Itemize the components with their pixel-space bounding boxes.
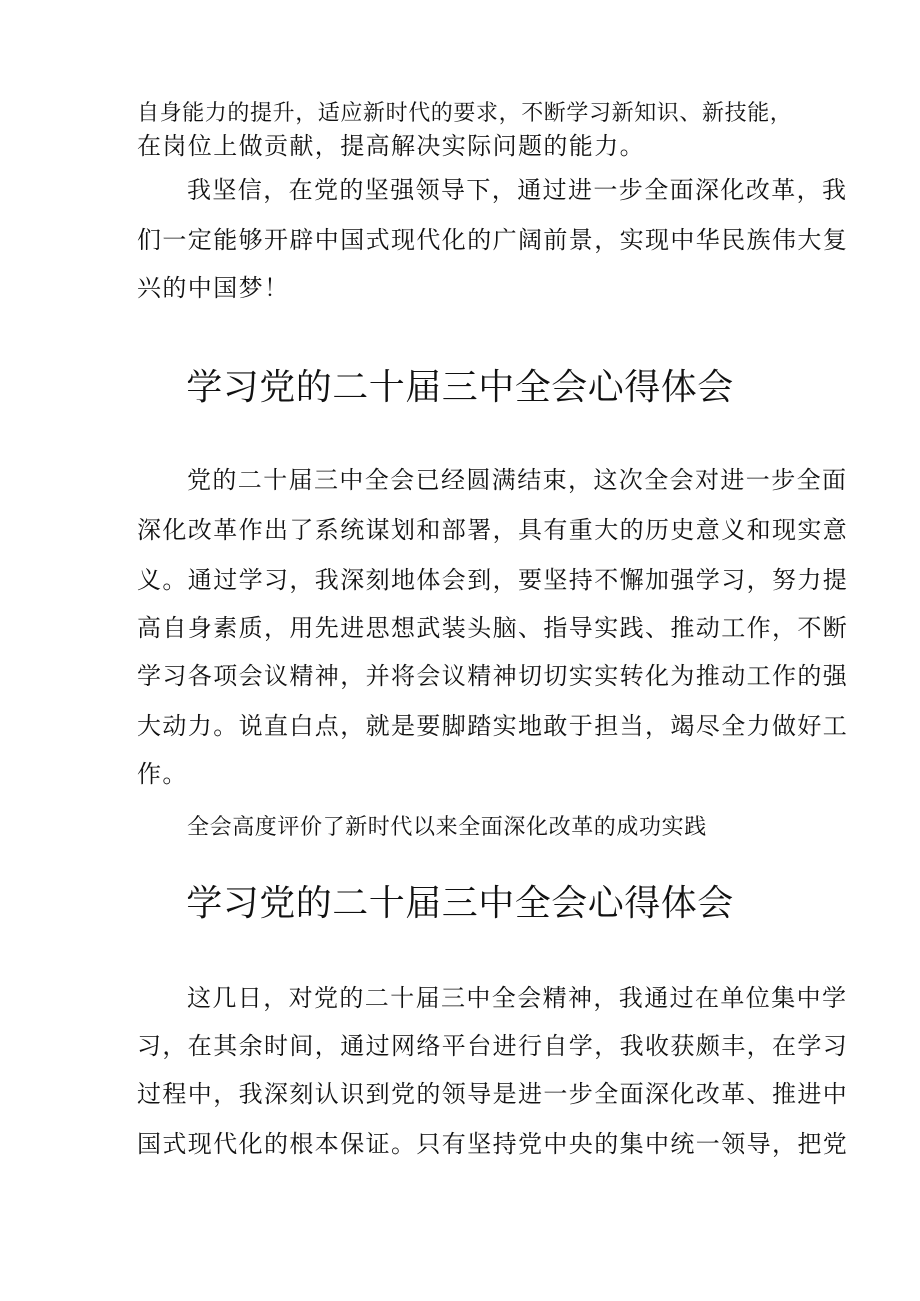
closing-line: 兴的中国梦！ — [137, 274, 290, 302]
article-body-line: 大动力。说直白点，就是要脚踏实地敢于担当，竭尽全力做好工 — [137, 712, 849, 740]
article-body-line: 高自身素质，用先进思想武装头脑、指导实践、推动工作，不断 — [137, 614, 849, 642]
article-body-line: 过程中，我深刻认识到党的领导是进一步全面深化改革、推进中 — [137, 1080, 849, 1108]
article-body-line: 党的二十届三中全会已经圆满结束，这次全会对进一步全面 — [187, 466, 848, 494]
article-body-line: 作。 — [137, 760, 188, 788]
closing-line: 我坚信，在党的坚强领导下，通过进一步全面深化改革，我 — [187, 176, 848, 204]
continuation-line: 在岗位上做贡献，提高解决实际问题的能力。 — [137, 132, 645, 160]
article-body-line: 习，在其余时间，通过网络平台进行自学，我收获颇丰，在学习 — [137, 1032, 849, 1060]
continuation-line: 自身能力的提升，适应新时代的要求，不断学习新知识、新技能， — [137, 101, 793, 126]
article-title: 学习党的二十届三中全会心得体会 — [186, 367, 734, 408]
article-body-line: 深化改革作出了系统谋划和部署，具有重大的历史意义和现实意 — [137, 516, 849, 544]
article-body-line: 这几日，对党的二十届三中全会精神，我通过在单位集中学 — [187, 984, 848, 1012]
article-body-line: 学习各项会议精神，并将会议精神切切实实转化为推动工作的强 — [137, 662, 849, 690]
closing-line: 们一定能够开辟中国式现代化的广阔前景，实现中华民族伟大复 — [137, 226, 849, 254]
article-title: 学习党的二十届三中全会心得体会 — [186, 883, 734, 924]
article-body-line: 义。通过学习，我深刻地体会到，要坚持不懈加强学习，努力提 — [137, 566, 849, 594]
article-body-line: 国式现代化的根本保证。只有坚持党中央的集中统一领导，把党 — [137, 1130, 849, 1158]
article-subtitle: 全会高度评价了新时代以来全面深化改革的成功实践 — [187, 815, 707, 840]
